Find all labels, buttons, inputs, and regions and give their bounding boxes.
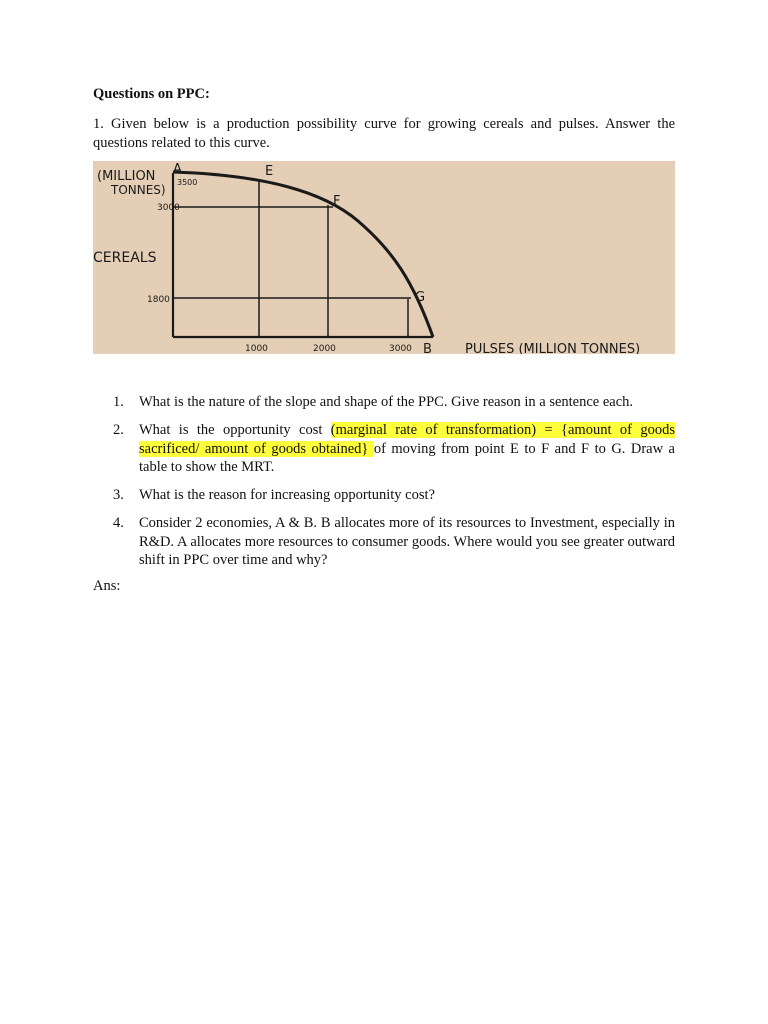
point-b-label: B	[423, 342, 432, 354]
point-e-label: E	[265, 164, 274, 179]
question-4	[93, 514, 675, 570]
question-number: 1.	[113, 394, 124, 410]
highlighted-formula: (marginal rate of transformation) = {amount of goods sacrificed/ amount of goods obtained}	[139, 422, 675, 457]
question-number: 3.	[113, 487, 124, 503]
point-f-label: F	[333, 194, 341, 209]
intro-paragraph: 1. Given below is a production possibility curve for growing cereals and pulses. Answer the questions related to this curve.	[93, 116, 675, 151]
question-list	[93, 393, 675, 579]
x-tick-1000: 1000	[245, 344, 268, 354]
answer-label: Ans:	[93, 578, 121, 594]
question-1	[93, 393, 675, 412]
question-text: What is the reason for increasing opportunity cost?	[139, 487, 435, 503]
y-axis-label: CEREALS	[93, 250, 157, 266]
point-a-label: A	[173, 162, 182, 177]
y-tick-3500: 3500	[177, 178, 198, 187]
ppc-drawing	[93, 161, 675, 354]
question-2	[93, 421, 675, 477]
question-text: Consider 2 economies, A & B. B allocates more of its resources to Investment, especially in R&D. A allocates more resources to consumer goods. Where would you see greater outward shift in PPC over time and why?	[139, 515, 675, 568]
question-text: What is the nature of the slope and shape of the PPC. Give reason in a sentence each.	[139, 394, 634, 410]
ppc-curve	[173, 172, 433, 337]
x-tick-3000: 3000	[389, 344, 412, 354]
question-text-after: of moving from point E to F and F to G. Draw a table to show the MRT.	[139, 440, 675, 475]
x-tick-2000: 2000	[313, 344, 336, 354]
ppc-figure	[93, 161, 675, 354]
question-number: 4.	[113, 515, 124, 531]
x-axis-label: PULSES (MILLION TONNES)	[465, 342, 641, 354]
question-number: 2.	[113, 422, 124, 438]
y-tick-3000: 3000	[157, 203, 180, 213]
question-text-before: What is the opportunity cost	[139, 422, 331, 438]
y-unit-line1: (MILLION	[97, 169, 156, 184]
point-g-label: G	[415, 290, 426, 305]
y-unit-line2: TONNES)	[111, 183, 166, 197]
y-tick-1800: 1800	[147, 295, 170, 305]
question-3	[93, 486, 675, 505]
page-title: Questions on PPC:	[93, 86, 210, 102]
